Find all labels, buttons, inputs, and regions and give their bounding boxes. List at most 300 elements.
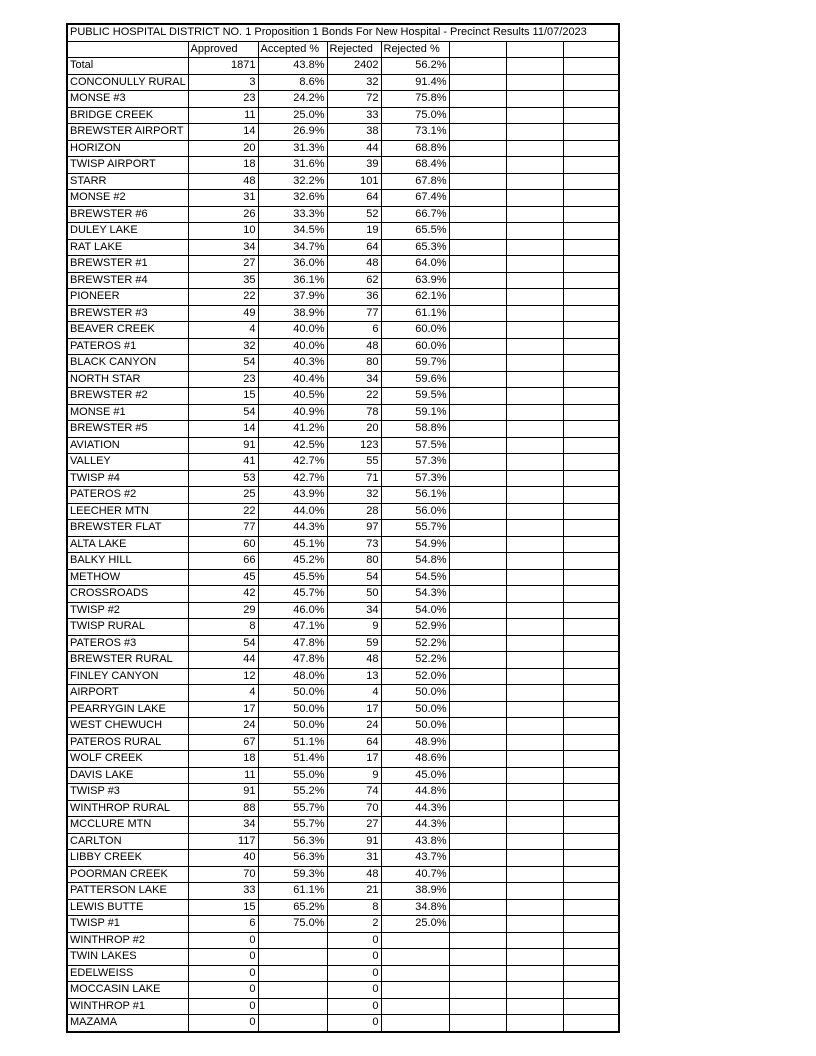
precinct-name-cell: DULEY LAKE [67, 223, 188, 240]
table-row [67, 932, 619, 949]
empty-cell [506, 404, 563, 421]
empty-cell [449, 355, 506, 372]
precinct-name-cell: PATEROS #2 [67, 487, 188, 504]
approved-cell: 15 [188, 388, 258, 405]
approved-cell: 60 [188, 536, 258, 553]
rejected-pct-cell: 55.7% [381, 520, 449, 537]
rejected-pct-cell: 91.4% [381, 74, 449, 91]
empty-cell [449, 767, 506, 784]
empty-cell [506, 371, 563, 388]
table-row [67, 866, 619, 883]
rejected-pct-cell: 52.2% [381, 652, 449, 669]
table-row [67, 371, 619, 388]
empty-cell [506, 916, 563, 933]
accepted-pct-cell: 55.7% [258, 817, 327, 834]
rejected-pct-cell: 44.8% [381, 784, 449, 801]
precinct-name-cell: MCCLURE MTN [67, 817, 188, 834]
empty-cell [506, 718, 563, 735]
accepted-pct-cell: 55.7% [258, 800, 327, 817]
accepted-pct-cell: 48.0% [258, 668, 327, 685]
rejected-cell: 97 [327, 520, 381, 537]
empty-cell [563, 404, 619, 421]
empty-cell [449, 668, 506, 685]
accepted-pct-cell: 50.0% [258, 718, 327, 735]
table-row [67, 718, 619, 735]
precinct-name-cell: FINLEY CANYON [67, 668, 188, 685]
empty-cell [506, 256, 563, 273]
accepted-pct-cell: 47.8% [258, 652, 327, 669]
precinct-name-cell: CARLTON [67, 833, 188, 850]
rejected-pct-cell: 54.8% [381, 553, 449, 570]
precinct-name-cell: NORTH STAR [67, 371, 188, 388]
precinct-name-cell: WINTHROP RURAL [67, 800, 188, 817]
empty-cell [563, 652, 619, 669]
precinct-name-cell: STARR [67, 173, 188, 190]
rejected-pct-cell: 63.9% [381, 272, 449, 289]
empty-cell [563, 437, 619, 454]
precinct-name-cell: MAZAMA [67, 1015, 188, 1032]
table-row [67, 338, 619, 355]
empty-cell [449, 404, 506, 421]
precinct-name-cell: WINTHROP #1 [67, 998, 188, 1015]
rejected-pct-cell [381, 1015, 449, 1032]
empty-cell [449, 899, 506, 916]
empty-cell [506, 503, 563, 520]
approved-cell: 1871 [188, 58, 258, 75]
empty-cell [563, 157, 619, 174]
empty-cell [563, 734, 619, 751]
approved-cell: 14 [188, 124, 258, 141]
approved-cell: 12 [188, 668, 258, 685]
empty-cell [506, 74, 563, 91]
column-header-empty [563, 41, 619, 58]
table-row [67, 124, 619, 141]
approved-cell: 91 [188, 437, 258, 454]
column-header-empty [506, 41, 563, 58]
empty-cell [563, 190, 619, 207]
rejected-cell: 91 [327, 833, 381, 850]
rejected-pct-cell: 65.3% [381, 239, 449, 256]
table-row [67, 833, 619, 850]
approved-cell: 49 [188, 305, 258, 322]
rejected-cell: 36 [327, 289, 381, 306]
column-header-row [67, 41, 619, 58]
rejected-cell: 54 [327, 569, 381, 586]
precinct-name-cell: PATEROS #3 [67, 635, 188, 652]
table-row [67, 140, 619, 157]
empty-cell [449, 206, 506, 223]
empty-cell [449, 949, 506, 966]
rejected-cell: 0 [327, 998, 381, 1015]
approved-cell: 26 [188, 206, 258, 223]
title-row [67, 24, 619, 41]
empty-cell [506, 767, 563, 784]
empty-cell [506, 883, 563, 900]
empty-cell [506, 965, 563, 982]
empty-cell [506, 602, 563, 619]
precinct-name-cell: POORMAN CREEK [67, 866, 188, 883]
rejected-cell: 0 [327, 1015, 381, 1032]
rejected-cell: 34 [327, 602, 381, 619]
column-header-rejected: Rejected [327, 41, 381, 58]
rejected-cell: 31 [327, 850, 381, 867]
empty-cell [563, 800, 619, 817]
table-row [67, 520, 619, 537]
empty-cell [449, 883, 506, 900]
empty-cell [506, 223, 563, 240]
empty-cell [449, 536, 506, 553]
table-row [67, 223, 619, 240]
approved-cell: 0 [188, 949, 258, 966]
accepted-pct-cell: 43.8% [258, 58, 327, 75]
empty-cell [449, 470, 506, 487]
empty-cell [449, 190, 506, 207]
empty-cell [449, 91, 506, 108]
rejected-pct-cell: 59.7% [381, 355, 449, 372]
column-header-approved: Approved [188, 41, 258, 58]
rejected-cell: 64 [327, 734, 381, 751]
empty-cell [449, 734, 506, 751]
empty-cell [563, 932, 619, 949]
accepted-pct-cell: 32.2% [258, 173, 327, 190]
precinct-name-cell: BREWSTER #3 [67, 305, 188, 322]
accepted-pct-cell: 51.1% [258, 734, 327, 751]
rejected-cell: 39 [327, 157, 381, 174]
table-row [67, 437, 619, 454]
empty-cell [449, 998, 506, 1015]
rejected-pct-cell: 54.5% [381, 569, 449, 586]
rejected-pct-cell: 56.2% [381, 58, 449, 75]
rejected-pct-cell: 54.9% [381, 536, 449, 553]
empty-cell [449, 140, 506, 157]
rejected-pct-cell: 75.0% [381, 107, 449, 124]
empty-cell [563, 718, 619, 735]
empty-cell [563, 256, 619, 273]
accepted-pct-cell: 37.9% [258, 289, 327, 306]
empty-cell [506, 635, 563, 652]
rejected-pct-cell: 75.8% [381, 91, 449, 108]
empty-cell [563, 866, 619, 883]
rejected-pct-cell: 50.0% [381, 718, 449, 735]
accepted-pct-cell: 31.6% [258, 157, 327, 174]
approved-cell: 0 [188, 932, 258, 949]
rejected-pct-cell: 68.4% [381, 157, 449, 174]
empty-cell [449, 602, 506, 619]
table-row [67, 800, 619, 817]
table-row [67, 256, 619, 273]
table-title: PUBLIC HOSPITAL DISTRICT NO. 1 Proposition 1 Bonds For New Hospital - Precinct Results 11/07/2023 [67, 24, 619, 41]
rejected-cell: 80 [327, 355, 381, 372]
empty-cell [506, 652, 563, 669]
table-row [67, 107, 619, 124]
rejected-cell: 2402 [327, 58, 381, 75]
accepted-pct-cell: 56.3% [258, 833, 327, 850]
rejected-cell: 0 [327, 965, 381, 982]
accepted-pct-cell: 40.0% [258, 322, 327, 339]
empty-cell [506, 668, 563, 685]
approved-cell: 48 [188, 173, 258, 190]
precinct-name-cell: WEST CHEWUCH [67, 718, 188, 735]
accepted-pct-cell: 45.2% [258, 553, 327, 570]
empty-cell [449, 173, 506, 190]
rejected-cell: 4 [327, 685, 381, 702]
approved-cell: 4 [188, 685, 258, 702]
empty-cell [563, 553, 619, 570]
accepted-pct-cell: 40.5% [258, 388, 327, 405]
empty-cell [506, 817, 563, 834]
empty-cell [506, 157, 563, 174]
empty-cell [563, 569, 619, 586]
accepted-pct-cell: 32.6% [258, 190, 327, 207]
rejected-cell: 8 [327, 899, 381, 916]
empty-cell [449, 1015, 506, 1032]
empty-cell [563, 767, 619, 784]
approved-cell: 41 [188, 454, 258, 471]
precinct-name-cell: PATTERSON LAKE [67, 883, 188, 900]
precinct-name-cell: HORIZON [67, 140, 188, 157]
rejected-pct-cell: 59.5% [381, 388, 449, 405]
empty-cell [563, 355, 619, 372]
approved-cell: 31 [188, 190, 258, 207]
accepted-pct-cell: 33.3% [258, 206, 327, 223]
approved-cell: 88 [188, 800, 258, 817]
approved-cell: 40 [188, 850, 258, 867]
table-row [67, 536, 619, 553]
approved-cell: 77 [188, 520, 258, 537]
precinct-name-cell: TWISP AIRPORT [67, 157, 188, 174]
empty-cell [506, 91, 563, 108]
approved-cell: 66 [188, 553, 258, 570]
empty-cell [563, 784, 619, 801]
rejected-cell: 13 [327, 668, 381, 685]
rejected-pct-cell [381, 965, 449, 982]
column-header-precinct [67, 41, 188, 58]
empty-cell [563, 833, 619, 850]
rejected-pct-cell: 57.5% [381, 437, 449, 454]
rejected-cell: 32 [327, 74, 381, 91]
empty-cell [449, 256, 506, 273]
rejected-pct-cell: 52.2% [381, 635, 449, 652]
empty-cell [506, 784, 563, 801]
approved-cell: 17 [188, 701, 258, 718]
accepted-pct-cell: 47.1% [258, 619, 327, 636]
rejected-cell: 78 [327, 404, 381, 421]
precinct-name-cell: BREWSTER #4 [67, 272, 188, 289]
empty-cell [506, 58, 563, 75]
empty-cell [449, 784, 506, 801]
empty-cell [506, 619, 563, 636]
precinct-name-cell: VALLEY [67, 454, 188, 471]
rejected-cell: 9 [327, 767, 381, 784]
accepted-pct-cell: 40.4% [258, 371, 327, 388]
precinct-name-cell: TWIN LAKES [67, 949, 188, 966]
precinct-name-cell: METHOW [67, 569, 188, 586]
empty-cell [563, 322, 619, 339]
empty-cell [506, 586, 563, 603]
empty-cell [506, 388, 563, 405]
accepted-pct-cell: 34.5% [258, 223, 327, 240]
approved-cell: 11 [188, 767, 258, 784]
precinct-name-cell: WOLF CREEK [67, 751, 188, 768]
rejected-cell: 48 [327, 256, 381, 273]
rejected-cell: 59 [327, 635, 381, 652]
table-row [67, 322, 619, 339]
rejected-cell: 34 [327, 371, 381, 388]
empty-cell [449, 223, 506, 240]
empty-cell [563, 751, 619, 768]
empty-cell [563, 74, 619, 91]
rejected-pct-cell: 43.8% [381, 833, 449, 850]
approved-cell: 6 [188, 916, 258, 933]
rejected-cell: 28 [327, 503, 381, 520]
approved-cell: 10 [188, 223, 258, 240]
approved-cell: 54 [188, 404, 258, 421]
rejected-cell: 22 [327, 388, 381, 405]
empty-cell [506, 173, 563, 190]
precinct-name-cell: PATEROS RURAL [67, 734, 188, 751]
accepted-pct-cell: 31.3% [258, 140, 327, 157]
table-row [67, 602, 619, 619]
empty-cell [449, 916, 506, 933]
empty-cell [563, 206, 619, 223]
rejected-pct-cell: 38.9% [381, 883, 449, 900]
accepted-pct-cell: 34.7% [258, 239, 327, 256]
accepted-pct-cell: 45.5% [258, 569, 327, 586]
rejected-pct-cell: 54.3% [381, 586, 449, 603]
empty-cell [506, 850, 563, 867]
rejected-pct-cell: 67.8% [381, 173, 449, 190]
precinct-name-cell: BREWSTER AIRPORT [67, 124, 188, 141]
empty-cell [506, 932, 563, 949]
rejected-cell: 62 [327, 272, 381, 289]
approved-cell: 29 [188, 602, 258, 619]
precinct-name-cell: BREWSTER RURAL [67, 652, 188, 669]
table-row [67, 899, 619, 916]
approved-cell: 18 [188, 751, 258, 768]
rejected-pct-cell: 60.0% [381, 322, 449, 339]
rejected-pct-cell: 66.7% [381, 206, 449, 223]
empty-cell [506, 949, 563, 966]
table-row [67, 404, 619, 421]
empty-cell [506, 1015, 563, 1032]
precinct-name-cell: TWISP #4 [67, 470, 188, 487]
empty-cell [449, 850, 506, 867]
rejected-pct-cell: 48.9% [381, 734, 449, 751]
accepted-pct-cell: 42.7% [258, 470, 327, 487]
table-row [67, 173, 619, 190]
accepted-pct-cell: 61.1% [258, 883, 327, 900]
rejected-pct-cell: 67.4% [381, 190, 449, 207]
accepted-pct-cell: 42.7% [258, 454, 327, 471]
table-row [67, 355, 619, 372]
precinct-name-cell: CONCONULLY RURAL [67, 74, 188, 91]
empty-cell [506, 553, 563, 570]
rejected-pct-cell [381, 949, 449, 966]
empty-cell [449, 586, 506, 603]
empty-cell [563, 916, 619, 933]
empty-cell [506, 866, 563, 883]
precinct-name-cell: BREWSTER #2 [67, 388, 188, 405]
rejected-pct-cell: 60.0% [381, 338, 449, 355]
approved-cell: 4 [188, 322, 258, 339]
rejected-cell: 123 [327, 437, 381, 454]
empty-cell [449, 718, 506, 735]
accepted-pct-cell: 50.0% [258, 685, 327, 702]
empty-cell [506, 239, 563, 256]
accepted-pct-cell: 44.0% [258, 503, 327, 520]
approved-cell: 35 [188, 272, 258, 289]
empty-cell [449, 371, 506, 388]
approved-cell: 3 [188, 74, 258, 91]
accepted-pct-cell: 26.9% [258, 124, 327, 141]
empty-cell [506, 685, 563, 702]
column-header-empty [449, 41, 506, 58]
empty-cell [449, 437, 506, 454]
accepted-pct-cell: 55.0% [258, 767, 327, 784]
table-row [67, 454, 619, 471]
rejected-pct-cell: 54.0% [381, 602, 449, 619]
empty-cell [563, 470, 619, 487]
rejected-cell: 64 [327, 239, 381, 256]
rejected-pct-cell [381, 982, 449, 999]
empty-cell [449, 239, 506, 256]
precinct-name-cell: Total [67, 58, 188, 75]
rejected-cell: 70 [327, 800, 381, 817]
table-row [67, 157, 619, 174]
empty-cell [449, 520, 506, 537]
approved-cell: 23 [188, 91, 258, 108]
empty-cell [563, 272, 619, 289]
table-row [67, 1015, 619, 1032]
empty-cell [506, 421, 563, 438]
approved-cell: 32 [188, 338, 258, 355]
rejected-pct-cell: 56.0% [381, 503, 449, 520]
table-row [67, 206, 619, 223]
precinct-name-cell: LIBBY CREEK [67, 850, 188, 867]
table-row [67, 305, 619, 322]
approved-cell: 91 [188, 784, 258, 801]
approved-cell: 23 [188, 371, 258, 388]
accepted-pct-cell: 44.3% [258, 520, 327, 537]
rejected-pct-cell: 50.0% [381, 701, 449, 718]
empty-cell [563, 173, 619, 190]
precinct-name-cell: LEECHER MTN [67, 503, 188, 520]
accepted-pct-cell: 24.2% [258, 91, 327, 108]
empty-cell [506, 206, 563, 223]
rejected-cell: 6 [327, 322, 381, 339]
accepted-pct-cell: 8.6% [258, 74, 327, 91]
empty-cell [563, 685, 619, 702]
empty-cell [506, 355, 563, 372]
table-row [67, 635, 619, 652]
approved-cell: 0 [188, 982, 258, 999]
precinct-name-cell: TWISP #2 [67, 602, 188, 619]
empty-cell [449, 553, 506, 570]
empty-cell [506, 520, 563, 537]
rejected-cell: 55 [327, 454, 381, 471]
empty-cell [449, 421, 506, 438]
rejected-cell: 74 [327, 784, 381, 801]
empty-cell [506, 800, 563, 817]
empty-cell [449, 833, 506, 850]
table-row [67, 817, 619, 834]
empty-cell [563, 91, 619, 108]
accepted-pct-cell: 38.9% [258, 305, 327, 322]
empty-cell [506, 751, 563, 768]
accepted-pct-cell [258, 949, 327, 966]
rejected-cell: 19 [327, 223, 381, 240]
accepted-pct-cell: 45.1% [258, 536, 327, 553]
